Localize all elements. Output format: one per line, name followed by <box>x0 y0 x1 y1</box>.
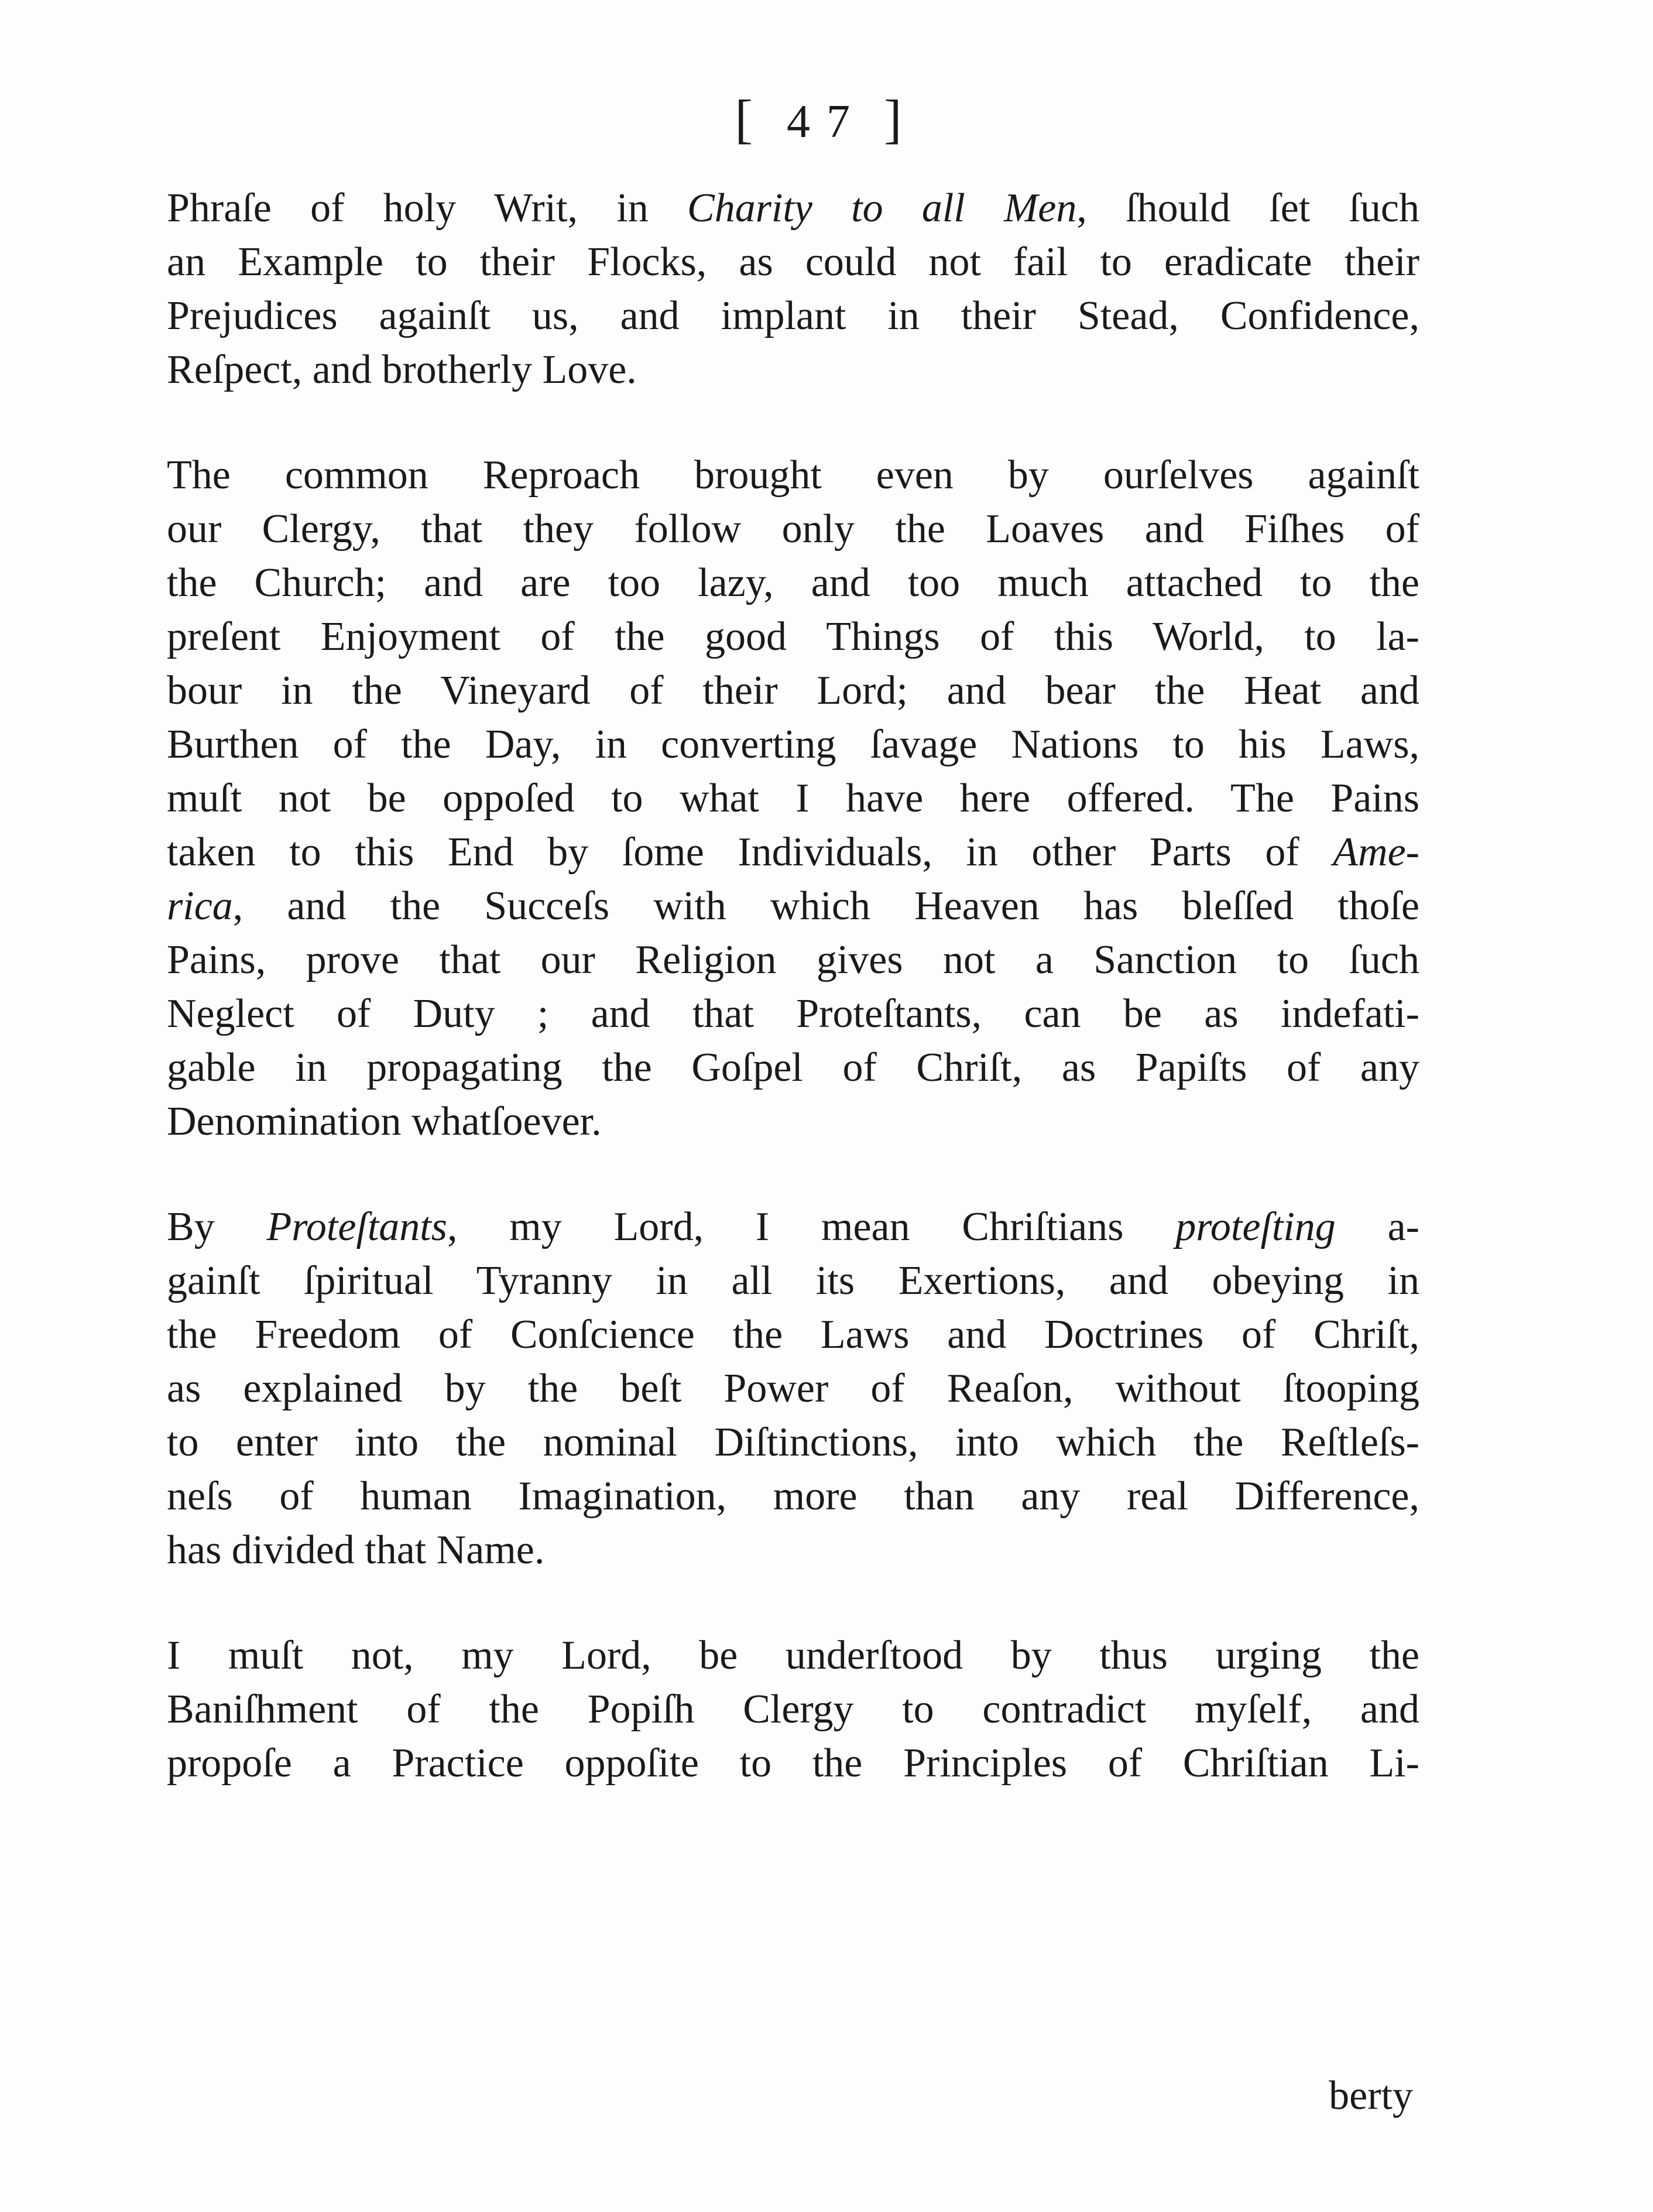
italic-segment: Ame- <box>1333 830 1419 875</box>
text-line <box>167 182 1419 235</box>
text-segment: taken to this End by ſome Individuals, in other Parts of <box>167 830 1333 875</box>
text-segment: a- <box>1335 1204 1419 1249</box>
text-segment: Prejudices againſt us, and implant in their Stead, Confidence, <box>167 293 1419 338</box>
page-header <box>0 88 1653 150</box>
text-line <box>167 1041 1419 1095</box>
text-segment: Baniſhment of the Popiſh Clergy to contradict myſelf, and <box>167 1687 1419 1732</box>
text-segment: Burthen of the Day, in converting ſavage Nations to his Laws, <box>167 722 1419 767</box>
text-line <box>167 1523 1419 1577</box>
paragraph <box>167 448 1419 1149</box>
left-bracket: [ <box>735 89 769 149</box>
text-line <box>167 1416 1419 1470</box>
text-line <box>167 826 1419 879</box>
italic-segment: proteſting <box>1175 1204 1336 1249</box>
text-segment: Reſpect, and brotherly Love. <box>167 347 637 392</box>
text-line <box>167 718 1419 772</box>
text-segment: Neglect of Duty ; and that Proteſtants, can be as indefati- <box>167 991 1419 1036</box>
text-line <box>167 1200 1419 1254</box>
text-segment: Phraſe of holy Writ, in <box>167 186 687 231</box>
text-segment: the Freedom of Conſcience the Laws and Doctrines of Chriſt, <box>167 1312 1419 1357</box>
text-segment: , and the Succeſs with which Heaven has bleſſed thoſe <box>232 884 1419 929</box>
text-segment: I muſt not, my Lord, be underſtood by thus urging the <box>167 1633 1419 1678</box>
text-segment: bour in the Vineyard of their Lord; and bear the Heat and <box>167 668 1419 713</box>
catchword: berty <box>1329 2073 1413 2118</box>
text-segment: , my Lord, I mean Chriſtians <box>447 1204 1176 1249</box>
text-line <box>167 235 1419 289</box>
paragraph <box>167 1200 1419 1577</box>
italic-segment: rica <box>167 884 233 929</box>
italic-segment: Proteſtants <box>266 1204 447 1249</box>
text-segment: preſent Enjoyment of the good Things of this World, to la- <box>167 614 1419 659</box>
text-segment: Pains, prove that our Religion gives not a Sanction to ſuch <box>167 937 1419 982</box>
paragraph <box>167 1629 1419 1790</box>
text-line <box>167 1737 1419 1790</box>
text-segment: propoſe a Practice oppoſite to the Principles of Chriſtian Li- <box>167 1741 1419 1786</box>
text-line <box>167 343 1419 397</box>
text-line <box>167 1308 1419 1362</box>
text-line <box>167 502 1419 556</box>
page-number: 47 <box>787 96 866 148</box>
text-segment: our Clergy, that they follow only the Loaves and Fiſhes of <box>167 506 1419 552</box>
text-segment: neſs of human Imagination, more than any real Difference, <box>167 1474 1419 1519</box>
text-line <box>167 1470 1419 1523</box>
text-segment: muſt not be oppoſed to what I have here offered. The Pains <box>167 776 1419 821</box>
text-line <box>167 289 1419 343</box>
text-line <box>167 610 1419 664</box>
text-segment: , ſhould ſet ſuch <box>1076 186 1420 231</box>
paragraph <box>167 182 1419 397</box>
text-segment: The common Reproach brought even by ourſelves againſt <box>167 453 1419 498</box>
text-line <box>167 1683 1419 1737</box>
text-line <box>167 448 1419 502</box>
text-line <box>167 664 1419 718</box>
text-line <box>167 1362 1419 1416</box>
text-line <box>167 1095 1419 1149</box>
text-line <box>167 933 1419 987</box>
text-line <box>167 556 1419 610</box>
text-segment: By <box>167 1204 267 1249</box>
text-segment: Denomination whatſoever. <box>167 1099 602 1144</box>
text-segment: gable in propagating the Goſpel of Chriſt, as Papiſts of any <box>167 1045 1419 1090</box>
text-segment: the Church; and are too lazy, and too much attached to the <box>167 560 1419 605</box>
text-segment: as explained by the beſt Power of Reaſon, without ſtooping <box>167 1366 1419 1411</box>
text-line <box>167 987 1419 1041</box>
text-line <box>167 1629 1419 1683</box>
italic-segment: Charity to all Men <box>687 186 1077 231</box>
body-text <box>167 182 1419 1842</box>
text-line <box>167 772 1419 826</box>
text-segment: has divided that Name. <box>167 1528 545 1573</box>
text-line <box>167 1254 1419 1308</box>
text-segment: to enter into the nominal Diſtinctions, into which the Reſtleſs- <box>167 1420 1419 1465</box>
text-segment: an Example to their Flocks, as could not fail to eradicate their <box>167 239 1419 285</box>
text-line <box>167 879 1419 933</box>
text-segment: gainſt ſpiritual Tyranny in all its Exertions, and obeying in <box>167 1258 1419 1303</box>
right-bracket: ] <box>884 89 918 149</box>
